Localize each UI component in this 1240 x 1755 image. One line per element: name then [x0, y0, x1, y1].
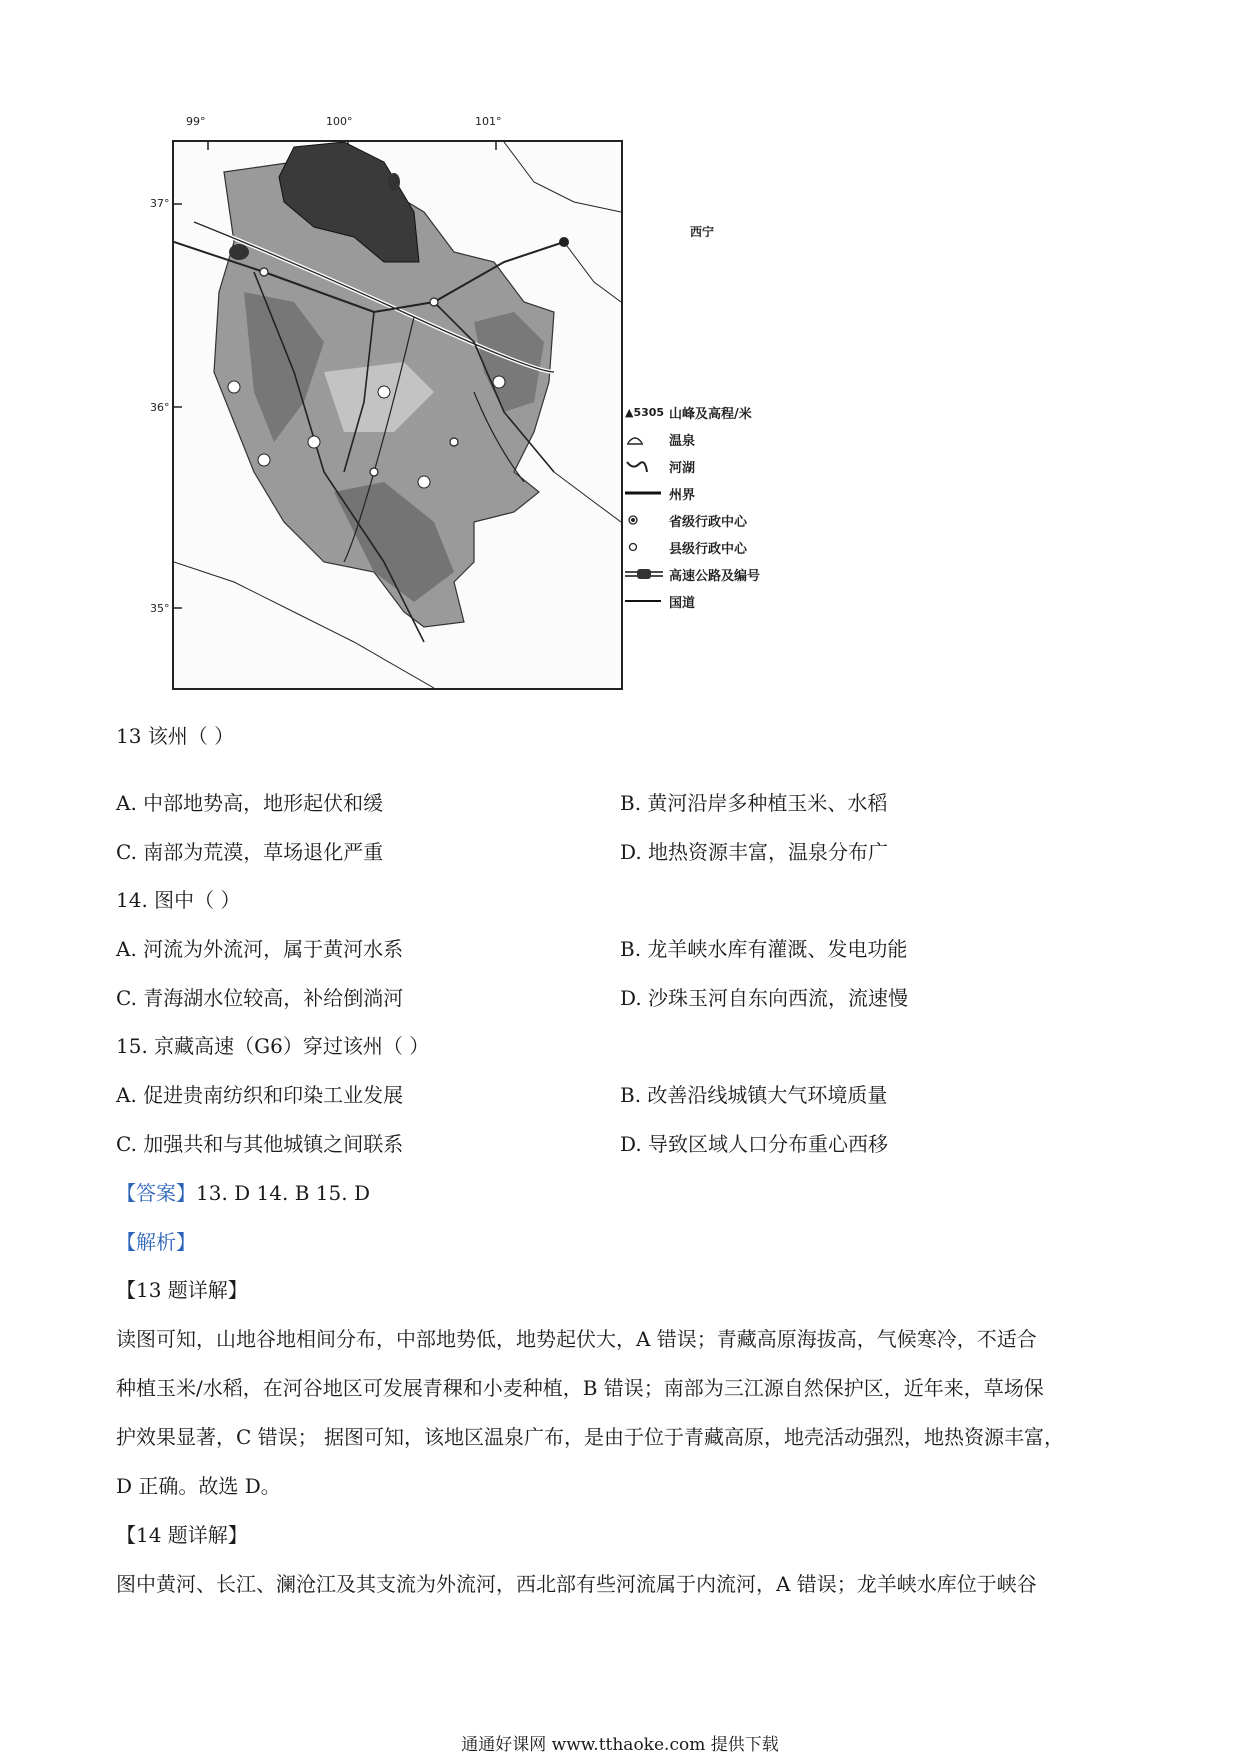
- lat-label-35: 35°: [150, 602, 170, 615]
- prefecture-border-icon: [625, 484, 663, 502]
- legend-row-national-road: [625, 591, 695, 611]
- analysis-label: 【解析】: [116, 1230, 196, 1254]
- paragraph-line: 读图可知，山地谷地相间分布，中部地势低，地势起伏大，A 错误；青藏高原海拔高，气候寒冷，不适合: [116, 1327, 1037, 1351]
- legend-label: 省级行政中心: [669, 514, 748, 530]
- legend-row-provincial: [625, 510, 747, 530]
- legend-label: 山峰及高程/米: [669, 406, 752, 422]
- legend-label: 温泉: [669, 433, 696, 449]
- legend-row-peak: [625, 402, 752, 422]
- legend-label: 河湖: [669, 460, 696, 476]
- lon-label-100: 100°: [326, 115, 353, 128]
- q13-detail-paragraph: [116, 1315, 1126, 1511]
- lon-label-101: 101°: [475, 115, 502, 128]
- q13-option-b: B. 黄河沿岸多种植玉米、水稻: [620, 791, 888, 815]
- q14-option-c: C. 青海湖水位较高，补给倒淌河: [116, 986, 404, 1010]
- map-figure: [150, 115, 790, 695]
- legend-row-border: [625, 483, 695, 503]
- legend-row-hot-spring: [625, 429, 695, 449]
- q15-option-a: A. 促进贵南纺织和印染工业发展: [116, 1083, 404, 1107]
- river-lake-icon: [625, 457, 663, 475]
- paragraph-line: 护效果显著，C 错误； 据图可知，该地区温泉广布，是由于位于青藏高原，地壳活动强烈，地热资源丰富，: [116, 1425, 1065, 1449]
- q13-option-c: C. 南部为荒漠，草场退化严重: [116, 840, 384, 864]
- provincial-center-icon: [625, 511, 663, 529]
- lat-label-36: 36°: [150, 401, 170, 414]
- question-15-stem: 15. 京藏高速（G6）穿过该州（ ）: [116, 1034, 430, 1058]
- q15-option-d: D. 导致区域人口分布重心西移: [620, 1132, 889, 1156]
- q14-detail-paragraph: [116, 1560, 1126, 1609]
- legend-label: 国道: [669, 595, 696, 611]
- q14-option-b: B. 龙羊峡水库有灌溉、发电功能: [620, 937, 908, 961]
- relief-map: [174, 142, 621, 688]
- place-label-xining: 西宁: [690, 225, 715, 239]
- peak-icon: ▲5305: [625, 405, 665, 419]
- county-center-icon: [625, 538, 663, 556]
- answer-label: 【答案】: [116, 1181, 196, 1205]
- q15-option-c: C. 加强共和与其他城镇之间联系: [116, 1132, 404, 1156]
- legend-label: 县级行政中心: [669, 541, 748, 557]
- legend-label: 州界: [669, 487, 696, 503]
- answer-values: 13. D 14. B 15. D: [196, 1181, 370, 1205]
- q15-option-b: B. 改善沿线城镇大气环境质量: [620, 1083, 888, 1107]
- question-14-stem: 14. 图中（ ）: [116, 888, 241, 912]
- legend-label: 高速公路及编号: [669, 568, 761, 584]
- paragraph-line: D 正确。故选 D。: [116, 1474, 281, 1498]
- answer-line: [116, 1180, 370, 1206]
- q13-option-d: D. 地热资源丰富，温泉分布广: [620, 840, 889, 864]
- q14-option-d: D. 沙珠玉河自东向西流，流速慢: [620, 986, 909, 1010]
- hot-spring-icon: [625, 430, 663, 448]
- q14-detail-title: 【14 题详解】: [116, 1523, 248, 1547]
- paragraph-line: 图中黄河、长江、澜沧江及其支流为外流河，西北部有些河流属于内流河，A 错误；龙羊峡水库位于峡谷: [116, 1572, 1037, 1596]
- footer-download-note: 通通好课网 www.tthaoke.com 提供下载: [461, 1735, 779, 1755]
- q14-option-a: A. 河流为外流河，属于黄河水系: [116, 937, 404, 961]
- map-frame: [172, 140, 623, 690]
- legend-row-county: [625, 537, 747, 557]
- lat-label-37: 37°: [150, 197, 170, 210]
- lon-label-99: 99°: [186, 115, 206, 128]
- question-13-stem: 13 该州（ ）: [116, 724, 235, 748]
- paragraph-line: 种植玉米/水稻，在河谷地区可发展青稞和小麦种植，B 错误；南部为三江源自然保护区，近年来，草场保: [116, 1376, 1044, 1400]
- q13-option-a: A. 中部地势高，地形起伏和缓: [116, 791, 384, 815]
- q13-detail-title: 【13 题详解】: [116, 1278, 248, 1302]
- national-road-icon: [625, 592, 663, 610]
- expressway-icon: [625, 565, 663, 583]
- legend-row-river-lake: [625, 456, 695, 476]
- legend-row-expressway: [625, 564, 760, 584]
